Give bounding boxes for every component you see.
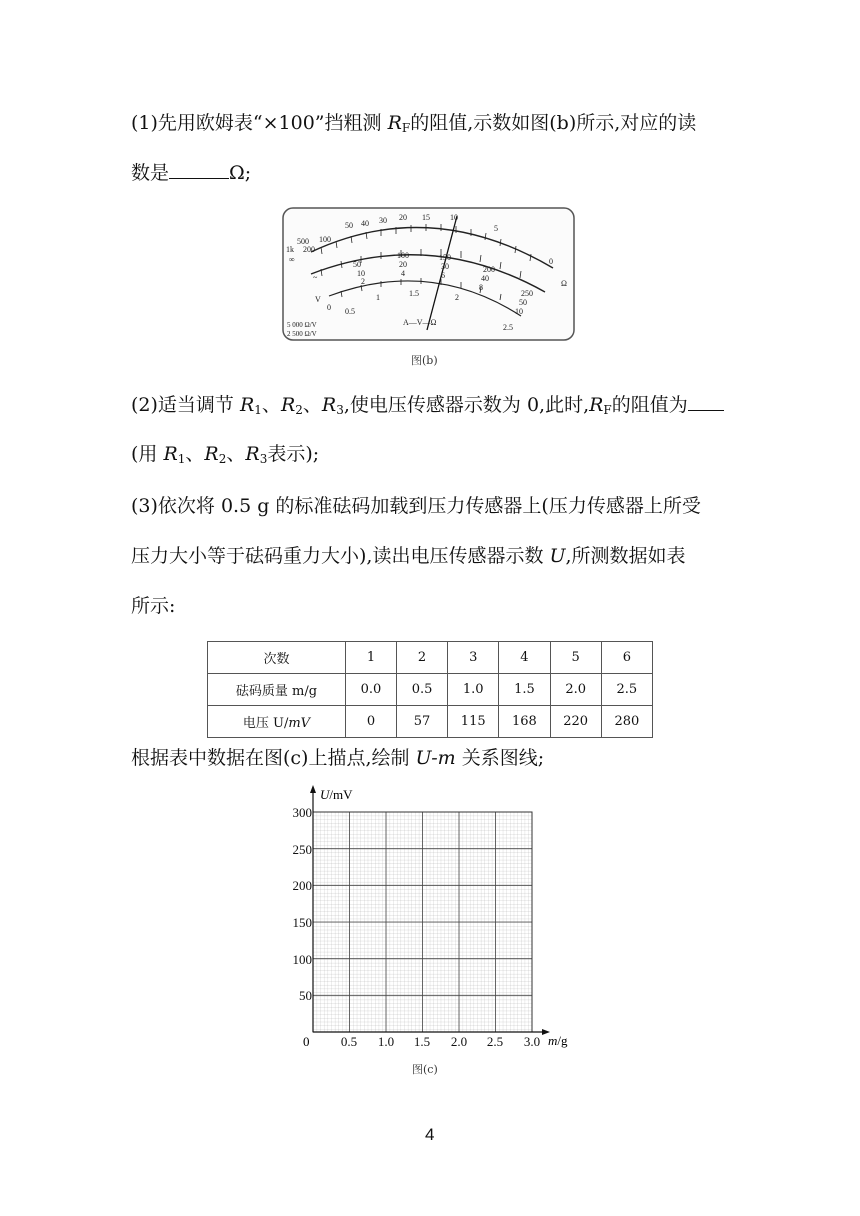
page-number: 4	[425, 1125, 435, 1144]
q3-text-b: ,所测数据如表	[565, 545, 686, 567]
low-tick-label: 4	[401, 269, 405, 278]
table-cell: 4	[499, 642, 550, 674]
y-axis-unit: /mV	[329, 787, 353, 802]
q1-text-d: Ω;	[229, 162, 252, 184]
ac-tick-label: 1	[376, 293, 380, 302]
q1-line2	[131, 160, 251, 186]
r1-symbol: R	[163, 443, 178, 465]
x-tick-label: 0.5	[340, 1034, 358, 1049]
table-cell: 220	[550, 706, 601, 738]
table-header-cell	[208, 706, 346, 738]
low-tick-label: 2	[361, 277, 365, 286]
multimeter-dial-svg	[281, 206, 576, 342]
sensitivity-spec: 5 000 Ω/V	[287, 321, 317, 329]
table-row	[208, 642, 653, 674]
voltage-unit: mV	[288, 716, 311, 731]
q4-line	[131, 745, 544, 771]
x-axis-label	[548, 1033, 568, 1048]
mode-label: A—V—Ω	[403, 318, 437, 327]
table-cell: 3	[448, 642, 499, 674]
dc-tick-label: 10	[357, 269, 365, 278]
y-tick-label: 250	[292, 842, 312, 857]
r3-symbol: R	[321, 394, 337, 416]
q1-text-b: 的阻值,示数如图(b)所示,对应的读	[410, 112, 697, 134]
ohm-tick-label: 30	[379, 216, 387, 225]
table-cell: 2	[397, 642, 448, 674]
q4-text-c: 关系图线;	[455, 747, 545, 769]
graph-svg	[280, 782, 580, 1057]
ohm-tick-label: 20	[399, 213, 407, 222]
q3-line2	[131, 543, 686, 569]
q2-line1	[131, 392, 724, 423]
ohm-tick-label: 200	[303, 245, 315, 254]
y-tick-labels	[293, 805, 313, 1003]
ohm-tick-label: 50	[345, 221, 353, 230]
separator: 、	[185, 443, 205, 465]
x-axis-unit: /g	[557, 1033, 568, 1048]
table-cell: 115	[448, 706, 499, 738]
y-axis-var: U	[320, 787, 330, 802]
separator: 、	[302, 394, 322, 416]
x-tick-label: 1.0	[377, 1034, 395, 1049]
x-tick-labels	[341, 1034, 540, 1049]
q1-text-a: (1)先用欧姆表“×100”挡粗测	[131, 112, 388, 134]
q1-line1	[131, 110, 696, 141]
x-tick-label: 3.0	[523, 1034, 541, 1049]
r3-symbol: R	[245, 443, 260, 465]
ohm-tick-label: 0	[549, 257, 553, 266]
ohm-tick-label: 500	[297, 237, 309, 246]
q1-text-c: 数是	[131, 162, 170, 184]
r1-sub: 1	[177, 452, 186, 466]
q2-text-a: (2)适当调节	[131, 394, 240, 416]
table-cell: 168	[499, 706, 550, 738]
q2-text-b: ,使电压传感器示数为 0,此时,	[343, 394, 590, 416]
ac-symbol: ~	[313, 273, 318, 282]
answer-blank-1	[169, 160, 229, 179]
r2-symbol: R	[204, 443, 219, 465]
table-cell: 6	[601, 642, 652, 674]
dc-tick-label: 30	[441, 262, 449, 271]
ac-tick-label: 1.5	[409, 289, 419, 298]
table-cell: 57	[397, 706, 448, 738]
u-symbol: U	[549, 545, 566, 567]
y-tick-label: 200	[292, 878, 312, 893]
q1-r-sub: F	[401, 121, 411, 135]
dc-tick-label: 40	[481, 274, 489, 283]
answer-blank-2	[688, 392, 724, 411]
table-cell: 0.5	[397, 674, 448, 706]
voltage-label-text: 电压 U/	[242, 716, 289, 731]
infinity-symbol: ∞	[289, 255, 295, 264]
x-tick-label: 1.5	[413, 1034, 431, 1049]
dc-tick-label: 250	[521, 289, 533, 298]
table-cell: 2.0	[550, 674, 601, 706]
dc-tick-label: 150	[439, 253, 451, 262]
x-tick-label: 2.5	[486, 1034, 504, 1049]
table-row	[208, 674, 653, 706]
dc-tick-label: 100	[397, 251, 409, 260]
r1-sub: 1	[254, 403, 262, 417]
r2-symbol: R	[280, 394, 296, 416]
q3-text-a: 压力大小等于砝码重力大小),读出电压传感器示数	[131, 545, 550, 567]
separator: 、	[226, 443, 246, 465]
figure-c-caption: 图(c)	[412, 1063, 438, 1076]
graph-figure	[280, 782, 580, 1057]
q3-line3: 所示:	[131, 595, 176, 617]
y-axis-arrow	[310, 785, 316, 793]
y-tick-label: 150	[292, 915, 312, 930]
y-tick-label: 50	[299, 988, 312, 1003]
low-tick-label: 6	[441, 271, 445, 280]
q2-line2	[131, 441, 319, 472]
q2-text-d: (用	[131, 443, 164, 465]
separator: 、	[261, 394, 281, 416]
table-cell: 1.0	[448, 674, 499, 706]
ac-tick-label: 2.5	[503, 323, 513, 332]
rf-symbol: R	[589, 394, 604, 416]
q2-text-c: 的阻值为	[611, 394, 688, 416]
r3-sub: 3	[336, 403, 344, 417]
ohm-tick-label: 10	[450, 213, 458, 222]
q4-text-a: 根据表中数据在图(c)上描点,绘制	[131, 747, 416, 769]
r3-sub: 3	[259, 452, 268, 466]
y-tick-label: 300	[292, 805, 312, 820]
x-tick-label: 2.0	[450, 1034, 468, 1049]
table-cell: 5	[550, 642, 601, 674]
ac-tick-label: 0	[327, 303, 331, 312]
low-tick-label: 10	[515, 307, 523, 316]
ohm-tick-label: 40	[361, 219, 369, 228]
table-cell: 1	[345, 642, 396, 674]
sensitivity-spec: 2 500 Ω/V	[287, 330, 317, 338]
table-header-cell: 次数	[208, 642, 346, 674]
y-axis-label	[320, 787, 353, 802]
r2-sub: 2	[295, 403, 303, 417]
u-m-symbol: U-m	[415, 747, 456, 769]
q3-line1: (3)依次将 0.5 g 的标准砝码加载到压力传感器上(压力传感器上所受	[131, 495, 701, 517]
data-table	[207, 641, 653, 738]
table-cell: 1.5	[499, 674, 550, 706]
ohm-unit-symbol: Ω	[561, 279, 567, 288]
table-cell: 0	[345, 706, 396, 738]
figure-b-caption: 图(b)	[411, 354, 438, 367]
table-cell: 280	[601, 706, 652, 738]
r2-sub: 2	[218, 452, 227, 466]
table-cell: 0.0	[345, 674, 396, 706]
dc-tick-label: 20	[399, 260, 407, 269]
q2-text-e: 表示);	[267, 443, 320, 465]
table-header-cell: 砝码质量 m/g	[208, 674, 346, 706]
volt-label: V	[315, 295, 321, 304]
dc-tick-label: 200	[483, 265, 495, 274]
table-cell: 2.5	[601, 674, 652, 706]
q1-r-symbol: R	[387, 112, 402, 134]
dc-tick-label: 50	[519, 298, 527, 307]
ohm-tick-label: 15	[422, 213, 430, 222]
x-axis-var: m	[548, 1033, 558, 1048]
r1-symbol: R	[239, 394, 255, 416]
ac-tick-label: 0.5	[345, 307, 355, 316]
rf-sub: F	[603, 403, 612, 417]
ohm-tick-label: 1k	[286, 245, 294, 254]
ohm-tick-label: 100	[319, 235, 331, 244]
ohm-tick-label: 5	[494, 224, 498, 233]
dc-tick-label: 50	[353, 260, 361, 269]
table-row	[208, 706, 653, 738]
origin-label: 0	[303, 1034, 310, 1049]
ac-tick-label: 2	[455, 293, 459, 302]
low-tick-label: 8	[479, 283, 483, 292]
multimeter-dial	[281, 206, 576, 342]
y-tick-label: 100	[292, 952, 312, 967]
